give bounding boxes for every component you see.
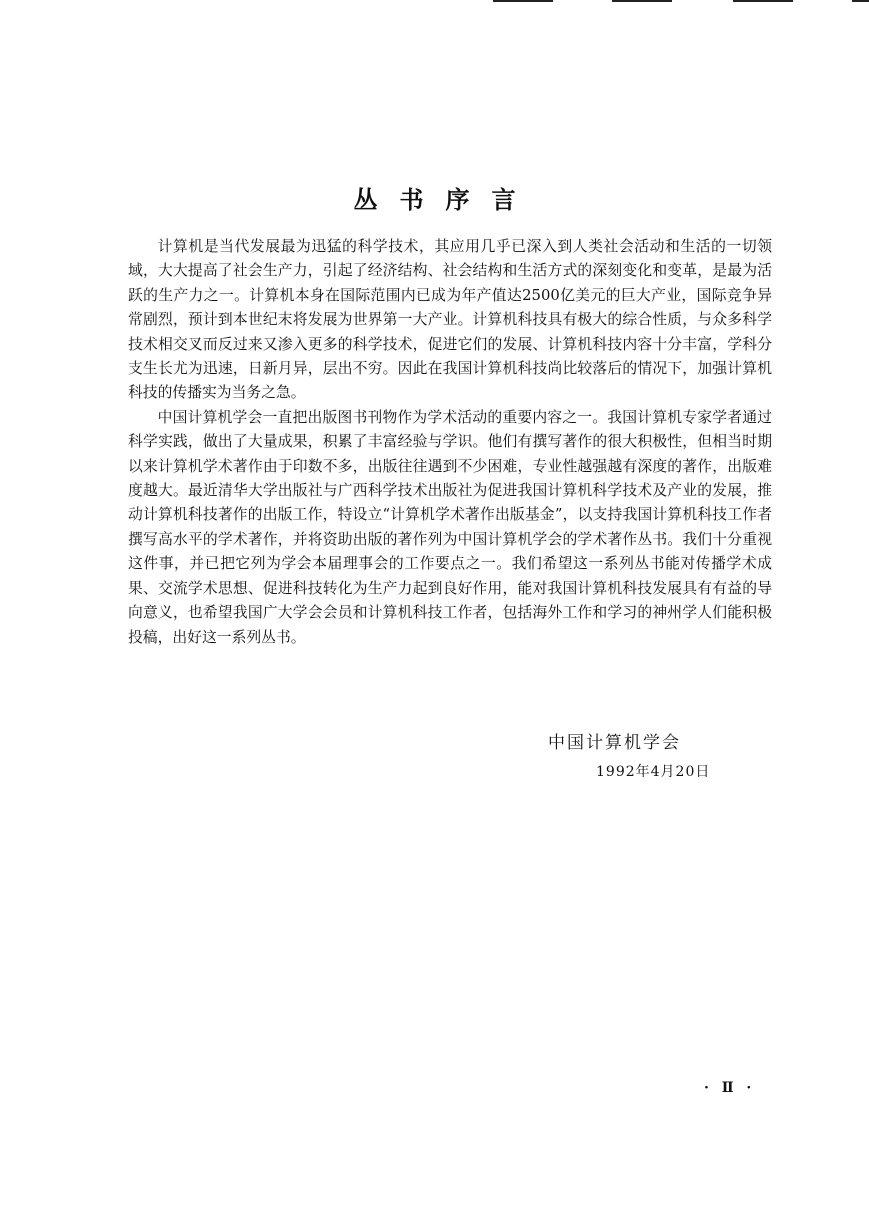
signature-organization: 中国计算机学会 bbox=[548, 733, 681, 753]
top-edge-rule bbox=[612, 0, 672, 2]
preface-body bbox=[128, 235, 772, 650]
paragraph: 计算机是当代发展最为迅猛的科学技术，其应用几乎已深入到人类社会活动和生活的一切领域，大大提高了社会生产力，引起了经济结构、社会结构和生活方式的深刻变化和变革，是最为活跃的生产力之一。计算机本身在国际范围内已成为年产值达2500亿美元的巨大产业，国际竞争异常剧烈，预计到本世纪末将发展为世界第一大产业。计算机科技具有极大的综合性质，与众多科学技术相交叉而反过来又渗入更多的科学技术，促进它们的发展、计算机科技内容十分丰富，学科分支生长尤为迅速，日新月异，层出不穷。因此在我国计算机科技尚比较落后的情况下，加强计算机科技的传播实为当务之急。 bbox=[128, 238, 772, 402]
page-number: · Ⅱ · bbox=[704, 1080, 756, 1096]
paragraph: 中国计算机学会一直把出版图书刊物作为学术活动的重要内容之一。我国计算机专家学者通过科学实践，做出了大量成果，积累了丰富经验与学识。他们有撰写著作的很大积极性，但相当时期以来计算机学术著作由于印数不多，出版往往遇到不少困难，专业性越强越有深度的著作，出版难度越大。最近清华大学出版社与广西科学技术出版社为促进我国计算机科学技术及产业的发展，推动计算机科技著作的出版工作，特设立“计算机学术著作出版基金”，以支持我国计算机科技工作者撰写高水平的学术著作，并将资助出版的著作列为中国计算机学会的学术著作丛书。我们十分重视这件事，并已把它列为学会本届理事会的工作要点之一。我们希望这一系列丛书能对传播学术成果、交流学术思想、促进科技转化为生产力起到良好作用，能对我国计算机科技发展具有有益的导向意义，也希望我国广大学会会员和计算机科技工作者，包括海外工作和学习的神州学人们能积极投稿，出好这一系列丛书。 bbox=[128, 408, 772, 646]
top-edge-rule bbox=[733, 0, 793, 2]
top-edge-rule bbox=[852, 0, 869, 2]
top-edge-rule bbox=[493, 0, 553, 2]
signature-date: 1992年4月20日 bbox=[596, 764, 711, 780]
page-title: 丛书序言 bbox=[353, 186, 538, 214]
